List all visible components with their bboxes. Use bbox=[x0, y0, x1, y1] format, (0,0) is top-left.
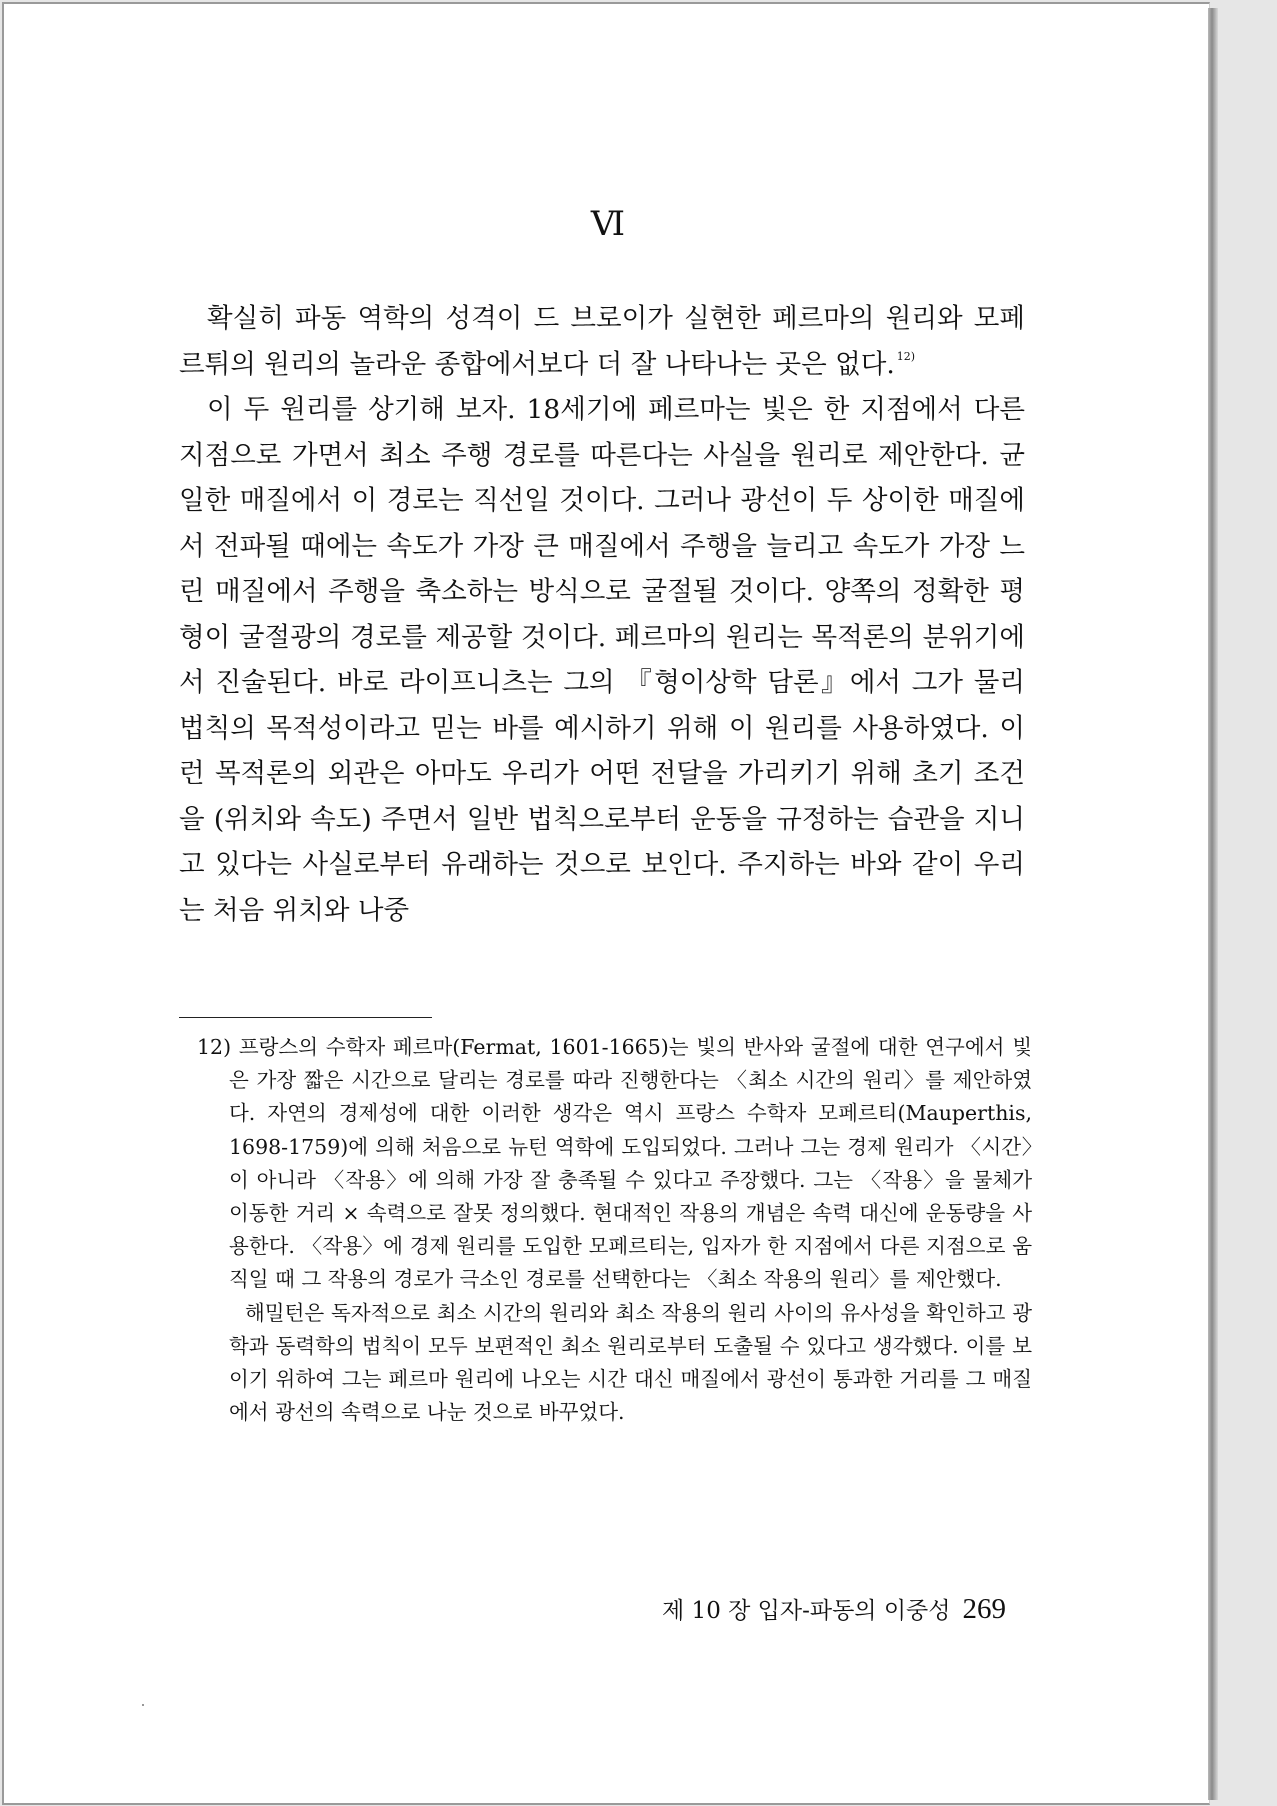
footnote-12: 12) 프랑스의 수학자 페르마(Fermat, 1601-1665)는 빛의 반사와 굴절에 대한 연구에서 빛은 가장 짧은 시간으로 달리는 경로를 따라 진행한다는 〈최소 시간의 원리〉를 제안하였다. 자연의 경제성에 대한 이러한 생각은 역시 프랑스 수학자 모페르티(Mauperthis, 1698-1759)에 의해 처음으로 뉴턴 역학에 도입되었다. 그러나 그는 경제 원리가 〈시간〉이 아니라 〈작용〉에 의해 가장 잘 충족될 수 있다고 주장했다. 그는 〈작용〉을 물체가 이동한 거리 × 속력으로 잘못 정의했다. 현대적인 작용의 개념은 속력 대신에 운동량을 사용한다. 〈작용〉에 경제 원리를 도입한 모페르티는, 입자가 한 지점에서 다른 지점으로 움직일 때 그 작용의 경로가 극소인 경로를 선택한다는 〈최소 작용의 원리〉를 제안했다. bbox=[197, 1035, 1032, 1292]
footnotes bbox=[197, 1031, 1032, 1429]
book-page bbox=[2, 2, 1210, 1805]
running-footer bbox=[662, 1592, 1006, 1626]
paragraph-text: 확실히 파동 역학의 성격이 드 브로이가 실현한 페르마의 원리와 모페르튀의 원리의 놀라운 종합에서보다 더 잘 나타나는 곳은 없다. bbox=[179, 303, 1025, 380]
body-paragraph: 이 두 원리를 상기해 보자. 18세기에 페르마는 빛은 한 지점에서 다른 지점으로 가면서 최소 주행 경로를 따른다는 사실을 원리로 제안한다. 균일한 매질에서 이 경로는 직선일 것이다. 그러나 광선이 두 상이한 매질에서 전파될 때에는 속도가 가장 큰 매질에서 주행을 늘리고 속도가 가장 느린 매질에서 주행을 축소하는 방식으로 굴절될 것이다. 양쪽의 정확한 평형이 굴절광의 경로를 제공할 것이다. 페르마의 원리는 목적론의 분위기에서 진술된다. 바로 라이프니츠는 그의 『형이상학 담론』에서 그가 물리 법칙의 목적성이라고 믿는 바를 예시하기 위해 이 원리를 사용하였다. 이런 목적론의 외관은 아마도 우리가 어떤 전달을 가리키기 위해 초기 조건을 (위치와 속도) 주면서 일반 법칙으로부터 운동을 규정하는 습관을 지니고 있다는 사실로부터 유래하는 것으로 보인다. 주지하는 바와 같이 우리는 처음 위치와 나중 bbox=[179, 394, 1025, 926]
footnote-divider bbox=[179, 1017, 432, 1018]
body-text bbox=[179, 296, 1025, 933]
scan-speck bbox=[142, 1704, 144, 1706]
footnote-12-continued: 해밀턴은 독자적으로 최소 시간의 원리와 최소 작용의 원리 사이의 유사성을 확인하고 광학과 동력학의 법칙이 모두 보편적인 최소 원리로부터 도출될 수 있다고 생각했다. 이를 보이기 위하여 그는 페르마 원리에 나오는 시간 대신 매질에서 광선이 통과한 거리를 그 매질에서 광선의 속력으로 나눈 것으로 바꾸었다. bbox=[229, 1300, 1032, 1425]
page-edge-shadow bbox=[1208, 8, 1218, 1800]
section-heading: Ⅵ bbox=[590, 206, 627, 243]
footnote-reference[interactable]: 12) bbox=[896, 349, 916, 363]
page-number: 269 bbox=[962, 1593, 1006, 1625]
body-paragraph bbox=[179, 296, 1025, 387]
chapter-title: 제 10 장 입자-파동의 이중성 bbox=[662, 1598, 951, 1624]
